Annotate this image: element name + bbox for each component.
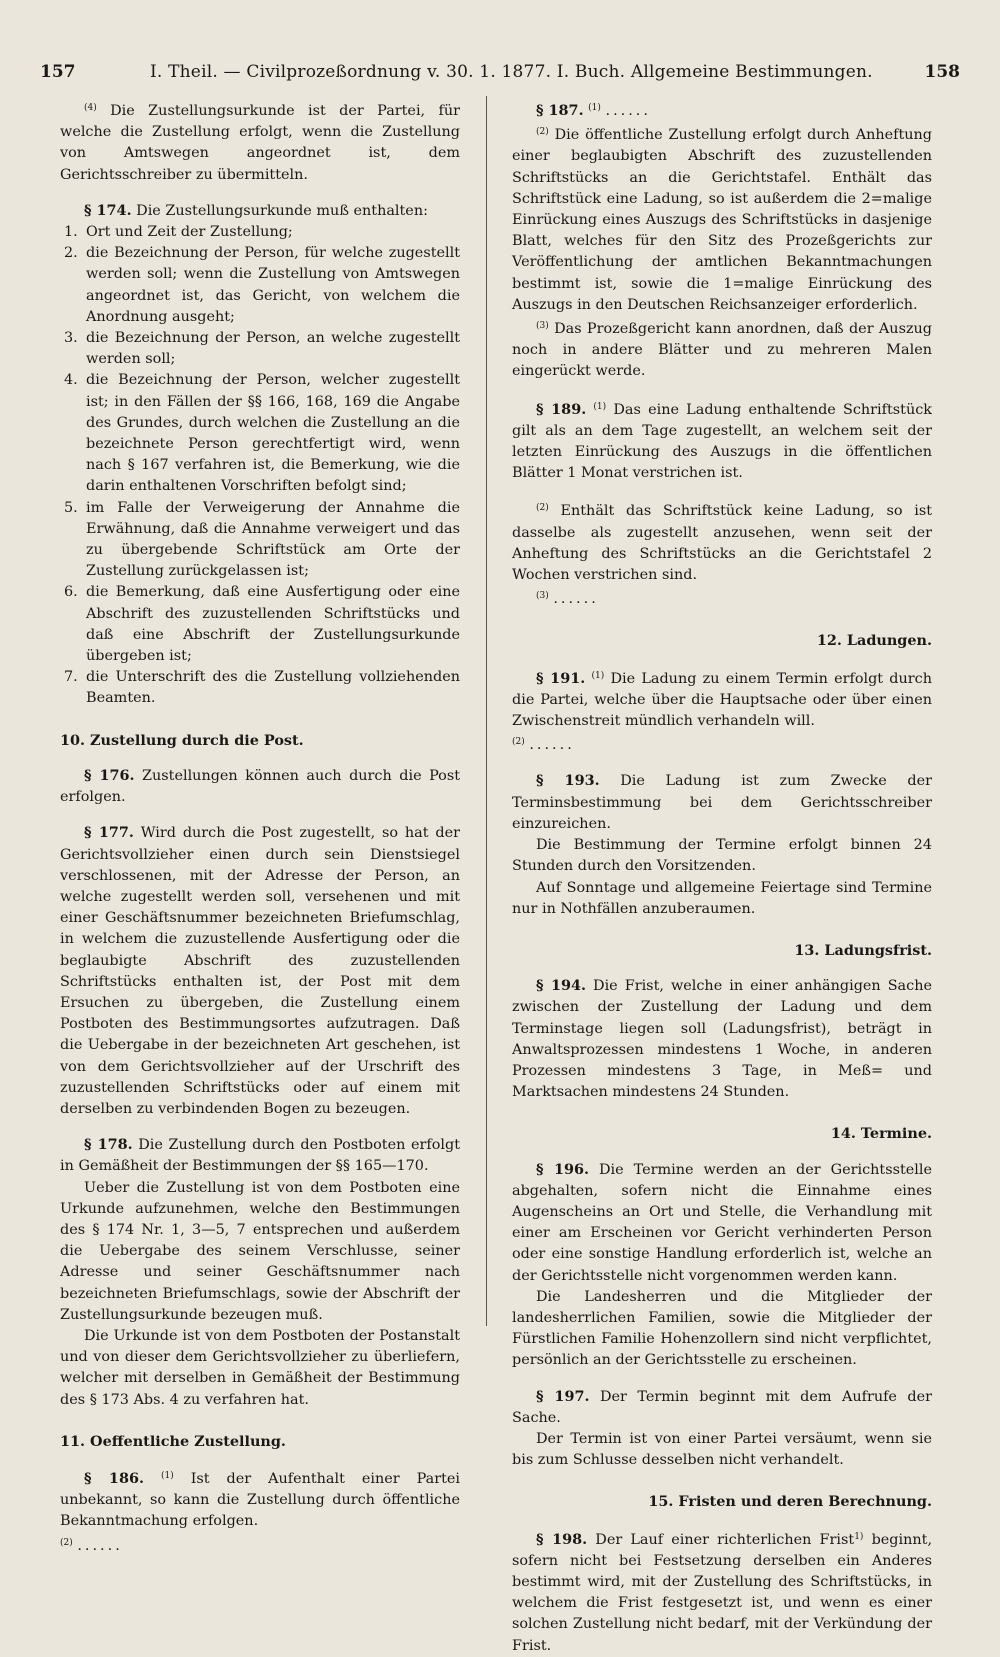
- section-191-p2: $^{(2)}$ ......: [512, 737, 575, 754]
- list-item: 7. die Unterschrift des die Zustellung vollziehenden Beamten.: [64, 669, 460, 707]
- list-item: 6. die Bemerkung, daß eine Ausfertigung oder eine Abschrift des zuzustellenden Schriftstücks und daß eine Abschrift der Zustellungsurkunde übergeben ist;: [64, 584, 460, 665]
- section-191: § 191. $^{(1)}$ Die Ladung zu einem Termin erfolgt durch die Partei, welche über die Hauptsache oder über einen Zwischenstreit mündlich verhandeln will.: [512, 669, 932, 730]
- heading-11: 11. Oeffentliche Zustellung.: [60, 1432, 286, 1450]
- section-186: § 186. $^{(1)}$ Ist der Aufenthalt einer Partei unbekannt, so kann die Zustellung durch öffentliche Bekanntmachung erfolgen.: [60, 1469, 461, 1530]
- left-column: [60, 98, 460, 1557]
- section-193-p3: Auf Sonntage und allgemeine Feiertage sind Termine nur in Nothfällen anzuberaumen.: [512, 879, 932, 917]
- heading-13: 13. Ladungsfrist.: [794, 941, 932, 959]
- list-item: 1. Ort und Zeit der Zustellung;: [64, 224, 293, 241]
- right-column: [512, 98, 932, 1657]
- list-item: 4. die Bezeichnung der Person, welcher zugestellt ist; in den Fällen der §§ 166, 168, 169 die Angabe des Grundes, durch welchen die Zustellung an die bezeichnete Person gerechtfertigt wird, wenn nach § 167 verfahren ist, die Bemerkung, wie die darin enthaltenen Vorschriften befolgt sind;: [64, 372, 460, 495]
- list-item: 3. die Bezeichnung der Person, an welche zugestellt werden soll;: [64, 330, 460, 368]
- list-item: 5. im Falle der Verweigerung der Annahme die Erwähnung, daß die Annahme verweigert und das zu übergebende Schriftstück am Orte der Zustellung zurückgelassen ist;: [64, 499, 460, 580]
- running-header: [40, 58, 960, 88]
- section-193-p2: Die Bestimmung der Termine erfolgt binnen 24 Stunden durch den Vorsitzenden.: [512, 837, 932, 875]
- footnote-marker[interactable]: 1): [854, 1531, 864, 1542]
- section-174: § 174. Die Zustellungsurkunde muß enthalten:: [84, 201, 428, 219]
- running-title: I. Theil. — Civilprozeßordnung v. 30. 1. 1877. I. Buch. Allgemeine Bestimmungen.: [150, 62, 873, 82]
- section-177: § 177. Wird durch die Post zugestellt, so hat der Gerichtsvollzieher einen durch sein Dienstsiegel verschlossenen, mit der Adresse der Person, an welche zugestellt werden soll, versehenen und mit einer Geschäftsnummer bezeichneten Briefumschlag, in welchem die zuzustellende Ausfertigung oder die beglaubigte Abschrift des zuzustellenden Schriftstücks enthalten ist, der Post mit dem Ersuchen zu übergeben, die Zustellung einem Postboten des Bestimmungsortes aufzutragen. Daß die Uebergabe in der bezeichneten Art geschehen, ist von dem Gerichtsvollzieher auf der Urschrift des zuzustellenden Schriftstücks oder auf einem mit derselben zu verbindenden Bogen zu bezeugen.: [60, 824, 460, 1117]
- section-178-p2: Ueber die Zustellung ist von dem Postboten eine Urkunde aufzunehmen, welche den Bestimmungen des § 174 Nr. 1, 3—5, 7 entsprechen und außerdem die Uebergabe des seinem Verschlusse, seiner Adresse und seiner Geschäftsnummer nach bezeichneten Briefumschlags, sowie der Abschrift der Zustellungsurkunde bezeugen muß.: [60, 1179, 460, 1323]
- section-196-p2: Die Landesherren und die Mitglieder der landesherrlichen Familien, sowie die Mitglieder der Fürstlichen Familie Hohenzollern sind nicht verpflichtet, persönlich an der Gerichtsstelle zu erscheinen.: [512, 1288, 932, 1369]
- heading-14: 14. Termine.: [830, 1125, 932, 1143]
- heading-15: 15. Fristen und deren Berechnung.: [648, 1493, 932, 1511]
- heading-10: 10. Zustellung durch die Post.: [60, 731, 304, 749]
- section-197: § 197. Der Termin beginnt mit dem Aufrufe der Sache.: [512, 1387, 933, 1426]
- section-187-p2: $^{(2)}$ Die öffentliche Zustellung erfolgt durch Anheftung einer beglaubigten Abschrift des zuzustellenden Schriftstücks an die Gerichtstafel. Enthält das Schriftstück eine Ladung, so ist außerdem die 2=malige Einrückung eines Auszugs des Schriftstücks in dasjenige Blatt, welches für den Sitz des Prozeßgerichts zur Veröffentlichung der amtlichen Bekanntmachungen bestimmt ist, sowie die 1=malige Einrückung des Auszugs in den Deutschen Reichsanzeiger erforderlich.: [512, 127, 932, 313]
- section-189: § 189. $^{(1)}$ Das eine Ladung enthaltende Schriftstück gilt als an dem Tage zugestellt, an welchem seit der letzten Einrückung des Auszugs in die öffentlichen Blätter 1 Monat verstrichen ist.: [512, 400, 932, 482]
- section-178: § 178. Die Zustellung durch den Postboten erfolgt in Gemäßheit der Bestimmungen der §§ 165—170.: [60, 1136, 460, 1175]
- section-187-p3: $^{(3)}$ Das Prozeßgericht kann anordnen, daß der Auszug noch in andere Blätter und zu mehreren Malen eingerückt werde.: [512, 321, 933, 380]
- heading-12: 12. Ladungen.: [816, 632, 932, 650]
- list-item: 2. die Bezeichnung der Person, für welche zugestellt werden soll; wenn die Zustellung von Amtswegen angeordnet ist, das Gericht, von welchem die Anordnung ausgeht;: [64, 245, 460, 325]
- section-189-p2: $^{(2)}$ Enthält das Schriftstück keine Ladung, so ist dasselbe als zugestellt anzusehen, wenn seit der Anheftung des Schriftstücks an die Gerichtstafel 2 Wochen verstrichen sind.: [512, 503, 932, 584]
- section-197-p2: Der Termin ist von einer Partei versäumt, wenn sie bis zum Schlusse desselben nicht verhandelt.: [512, 1430, 932, 1469]
- section-176: § 176. Zustellungen können auch durch die Post erfolgen.: [60, 766, 461, 806]
- paragraph-173-4: $^{(4)}$ Die Zustellungsurkunde ist der Partei, für welche die Zustellung erfolgt, wenn die Zustellung von Amtswegen angeordnet ist, dem Gerichtsschreiber zu übermitteln.: [60, 103, 460, 183]
- section-194: § 194. Die Frist, welche in einer anhängigen Sache zwischen der Zustellung der Ladung und dem Terminstage liegen soll (Ladungsfrist), beträgt in Anwaltsprozessen mindestens 1 Woche, in anderen Prozessen mindestens 3 Tage, in Meß= und Marktsachen mindestens 24 Stunden.: [512, 977, 932, 1101]
- section-189-p3: $^{(3)}$ ......: [536, 591, 599, 608]
- column-divider: [486, 96, 487, 1326]
- section-186-p2: $^{(2)}$ ......: [60, 1537, 123, 1554]
- section-196: § 196. Die Termine werden an der Gerichtsstelle abgehalten, sofern nicht die Einnahme eines Augenscheins an Ort und Stelle, die Verhandlung mit einer am Erscheinen vor Gericht verhinderten Person oder eine sonstige Handlung erforderlich ist, welche an der Gerichtsstelle nicht vorgenommen werden kann.: [512, 1160, 933, 1284]
- page-number-right: 158: [924, 62, 960, 82]
- section-187: § 187. $^{(1)}$ ......: [536, 102, 651, 119]
- page-number-left: 157: [40, 62, 76, 82]
- section-178-p3: Die Urkunde ist von dem Postboten der Postanstalt und von dieser dem Gerichtsvollzieher zu überliefern, welcher mit derselben in Gemäßheit der Bestimmung des § 173 Abs. 4 zu verfahren hat.: [60, 1327, 460, 1408]
- section-198: § 198. Der Lauf einer richterlichen Frist$^{1)}$ beginnt, sofern nicht bei Festsetzung derselben ein Anderes bestimmt wird, mit der Zustellung des Schriftstücks, in welchem die Frist festgesetzt ist, und wenn es einer solchen Zustellung nicht bedarf, mit der Verkündung der Frist.: [512, 1530, 933, 1654]
- section-174-list: [60, 222, 460, 710]
- section-193: § 193. Die Ladung ist zum Zwecke der Terminsbestimmung bei dem Gerichtsschreiber einzureichen.: [512, 772, 932, 832]
